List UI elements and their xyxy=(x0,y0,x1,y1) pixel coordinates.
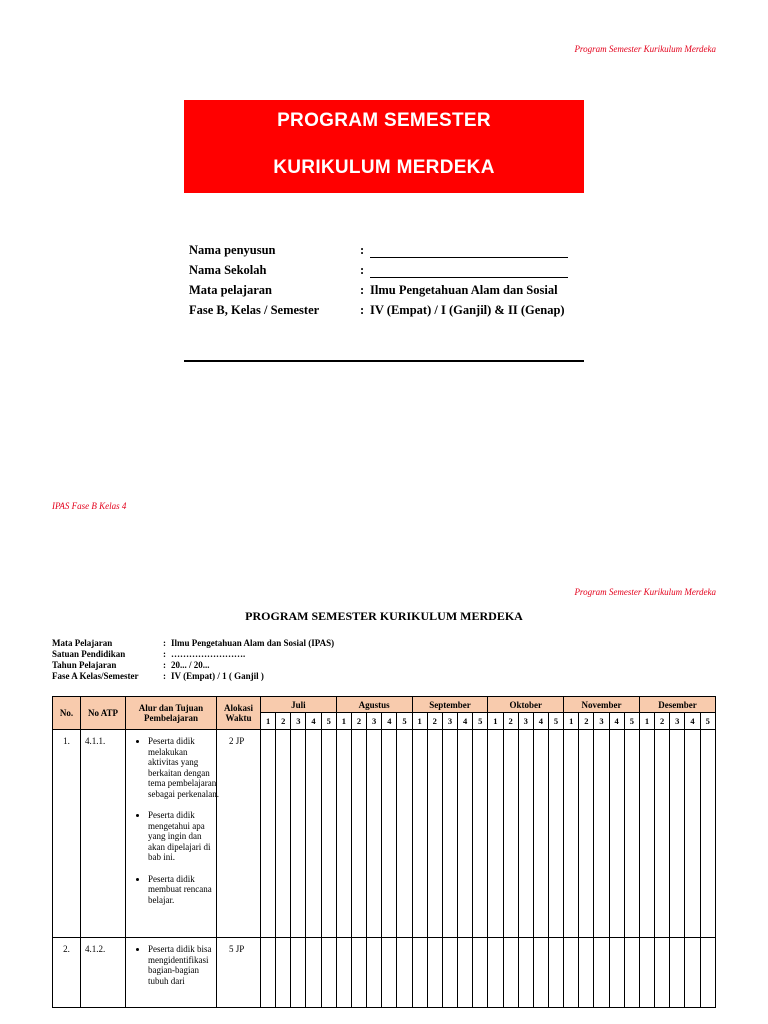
week-number: 5 xyxy=(548,713,563,730)
week-cell xyxy=(367,938,382,1008)
header-tujuan: Alur dan Tujuan Pembelajaran xyxy=(126,697,217,730)
month-header: Juli xyxy=(261,697,337,713)
field-separator: : xyxy=(360,243,365,257)
week-number: 5 xyxy=(624,713,639,730)
table-row xyxy=(53,938,716,1008)
tujuan-item: • Peserta didik mengetahui apa yang ingin dan akan dipelajari di bab ini. xyxy=(148,810,220,863)
week-cell xyxy=(503,938,518,1008)
info-separator: : xyxy=(163,660,166,670)
week-cell xyxy=(412,938,427,1008)
week-number: 4 xyxy=(533,713,548,730)
week-cell xyxy=(594,938,609,1008)
week-cell xyxy=(670,938,685,1008)
week-cell xyxy=(458,938,473,1008)
week-number: 4 xyxy=(458,713,473,730)
week-number: 3 xyxy=(367,713,382,730)
week-number: 3 xyxy=(291,713,306,730)
week-number: 4 xyxy=(685,713,700,730)
page-title: PROGRAM SEMESTER KURIKULUM MERDEKA xyxy=(245,609,523,623)
field-separator: : xyxy=(360,263,365,277)
info-row xyxy=(52,649,334,660)
week-cell xyxy=(624,938,639,1008)
week-cell xyxy=(700,730,715,938)
week-cell xyxy=(427,730,442,938)
week-cell xyxy=(306,730,321,938)
week-cell xyxy=(306,938,321,1008)
week-number: 5 xyxy=(321,713,336,730)
week-cell xyxy=(321,730,336,938)
info-value: IV (Empat) / 1 ( Ganjil ) xyxy=(171,671,264,681)
week-number: 1 xyxy=(564,713,579,730)
month-header: September xyxy=(412,697,488,713)
week-cell xyxy=(427,938,442,1008)
week-number: 3 xyxy=(442,713,457,730)
tujuan-item: • Peserta didik membuat rencana belajar. xyxy=(148,874,220,906)
week-cell xyxy=(639,938,654,1008)
program-semester-table xyxy=(52,696,716,1008)
week-number: 2 xyxy=(276,713,291,730)
header-no: No. xyxy=(53,697,81,730)
info-separator: : xyxy=(163,671,166,681)
header-no-atp: No ATP xyxy=(81,697,126,730)
blank-line xyxy=(370,245,568,258)
week-number: 1 xyxy=(336,713,351,730)
week-cell xyxy=(473,730,488,938)
field-separator: : xyxy=(360,303,365,317)
week-cell xyxy=(579,938,594,1008)
week-cell xyxy=(458,730,473,938)
week-cell xyxy=(624,730,639,938)
row-no: 2. xyxy=(53,938,81,1008)
week-cell xyxy=(442,938,457,1008)
week-cell xyxy=(548,730,563,938)
week-cell xyxy=(700,938,715,1008)
week-cell xyxy=(670,730,685,938)
week-cell xyxy=(488,938,503,1008)
week-cell xyxy=(609,938,624,1008)
header-note: Program Semester Kurikulum Merdeka xyxy=(574,44,716,54)
field-label: Nama Sekolah xyxy=(189,263,267,277)
week-cell xyxy=(336,938,351,1008)
row-tujuan xyxy=(126,730,217,938)
header-alokasi: Alokasi Waktu xyxy=(217,697,261,730)
week-cell xyxy=(579,730,594,938)
week-number: 5 xyxy=(473,713,488,730)
tujuan-item: • Peserta didik bisa mengidentifikasi bagian-bagian tubuh dari xyxy=(148,944,220,986)
info-label: Tahun Pelajaran xyxy=(52,660,117,670)
week-cell xyxy=(655,730,670,938)
cover-title-line2: KURIKULUM MERDEKA xyxy=(273,157,495,178)
month-header: Desember xyxy=(639,697,715,713)
week-number: 4 xyxy=(609,713,624,730)
info-block xyxy=(52,638,334,682)
week-cell xyxy=(261,938,276,1008)
week-cell xyxy=(533,730,548,938)
field-fase-kelas-semester xyxy=(189,298,568,318)
week-number: 1 xyxy=(412,713,427,730)
info-value: 20... / 20... xyxy=(171,660,210,670)
row-alokasi: 2 JP xyxy=(217,730,261,938)
week-cell xyxy=(488,730,503,938)
week-cell xyxy=(397,938,412,1008)
info-row xyxy=(52,671,334,682)
field-value: Ilmu Pengetahuan Alam dan Sosial xyxy=(370,283,558,297)
week-number: 3 xyxy=(594,713,609,730)
field-separator: : xyxy=(360,283,365,297)
week-number: 2 xyxy=(655,713,670,730)
row-alokasi: 5 JP xyxy=(217,938,261,1008)
week-cell xyxy=(518,938,533,1008)
week-cell xyxy=(291,938,306,1008)
week-number: 2 xyxy=(427,713,442,730)
week-number: 5 xyxy=(397,713,412,730)
info-value: Ilmu Pengetahuan Alam dan Sosial (IPAS) xyxy=(171,638,335,648)
week-cell xyxy=(685,938,700,1008)
field-nama-sekolah xyxy=(189,258,568,278)
week-cell xyxy=(639,730,654,938)
week-cell xyxy=(276,730,291,938)
tujuan-item: • Peserta didik melakukan aktivitas yang berkaitan dengan tema pembelajaran sebagai perkenalan. xyxy=(148,736,220,799)
table-row xyxy=(53,730,716,938)
field-label: Mata pelajaran xyxy=(189,283,272,297)
row-no: 1. xyxy=(53,730,81,938)
week-cell xyxy=(412,730,427,938)
info-row xyxy=(52,638,334,649)
week-number: 3 xyxy=(670,713,685,730)
week-cell xyxy=(442,730,457,938)
week-number: 1 xyxy=(639,713,654,730)
row-tujuan xyxy=(126,938,217,1008)
row-atp: 4.1.1. xyxy=(81,730,126,938)
week-number: 4 xyxy=(306,713,321,730)
week-cell xyxy=(351,938,366,1008)
week-cell xyxy=(367,730,382,938)
cover-info-block xyxy=(189,238,568,318)
week-cell xyxy=(276,938,291,1008)
month-header: Agustus xyxy=(336,697,412,713)
week-cell xyxy=(382,938,397,1008)
info-value: ……………………. xyxy=(171,649,246,659)
week-cell xyxy=(533,938,548,1008)
week-cell xyxy=(291,730,306,938)
info-label: Fase A Kelas/Semester xyxy=(52,671,139,681)
week-cell xyxy=(321,938,336,1008)
week-cell xyxy=(655,938,670,1008)
month-header: November xyxy=(564,697,640,713)
week-number: 4 xyxy=(382,713,397,730)
footer-note: IPAS Fase B Kelas 4 xyxy=(52,501,127,511)
week-number: 2 xyxy=(503,713,518,730)
week-cell xyxy=(609,730,624,938)
cover-title-box xyxy=(184,100,584,193)
week-cell xyxy=(336,730,351,938)
week-cell xyxy=(397,730,412,938)
week-cell xyxy=(503,730,518,938)
field-label: Fase B, Kelas / Semester xyxy=(189,303,320,317)
week-cell xyxy=(564,938,579,1008)
field-label: Nama penyusun xyxy=(189,243,276,257)
week-number: 2 xyxy=(351,713,366,730)
info-label: Mata Pelajaran xyxy=(52,638,113,648)
week-cell xyxy=(548,938,563,1008)
field-value: IV (Empat) / I (Ganjil) & II (Genap) xyxy=(370,303,565,317)
week-cell xyxy=(382,730,397,938)
week-number: 5 xyxy=(700,713,715,730)
week-number: 1 xyxy=(488,713,503,730)
week-cell xyxy=(351,730,366,938)
week-cell xyxy=(473,938,488,1008)
header-note: Program Semester Kurikulum Merdeka xyxy=(574,587,716,597)
field-mata-pelajaran xyxy=(189,278,568,298)
week-cell xyxy=(594,730,609,938)
blank-line xyxy=(370,265,568,278)
info-separator: : xyxy=(163,649,166,659)
week-cell xyxy=(261,730,276,938)
row-atp: 4.1.2. xyxy=(81,938,126,1008)
month-header: Oktober xyxy=(488,697,564,713)
info-label: Satuan Pendidikan xyxy=(52,649,126,659)
week-cell xyxy=(685,730,700,938)
divider-line xyxy=(184,360,584,362)
field-nama-penyusun xyxy=(189,238,568,258)
week-cell xyxy=(518,730,533,938)
info-row xyxy=(52,660,334,671)
week-number: 3 xyxy=(518,713,533,730)
info-separator: : xyxy=(163,638,166,648)
week-cell xyxy=(564,730,579,938)
week-number: 2 xyxy=(579,713,594,730)
week-number: 1 xyxy=(261,713,276,730)
cover-title-line1: PROGRAM SEMESTER xyxy=(277,110,491,131)
